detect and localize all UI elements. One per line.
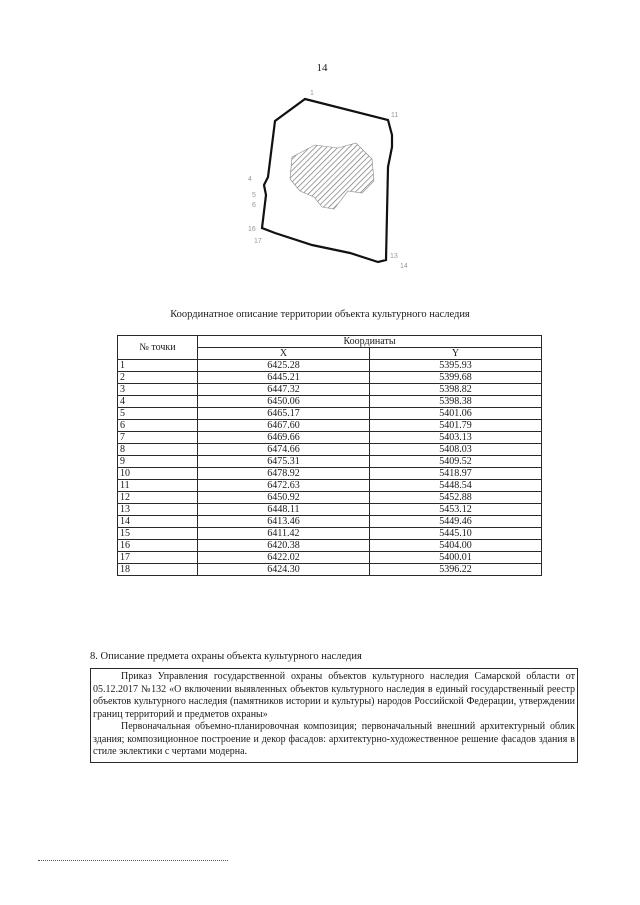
point-number-cell: 2: [118, 372, 198, 384]
point-number-cell: 11: [118, 480, 198, 492]
y-coordinate-cell: 5409.52: [370, 456, 542, 468]
plan-point-label: 13: [390, 253, 398, 260]
plan-point-label: 6: [252, 202, 256, 209]
territory-plan-drawing: [230, 85, 420, 270]
table-row: [118, 384, 542, 396]
x-coordinate-cell: 6447.32: [198, 384, 370, 396]
x-coordinate-cell: 6420.38: [198, 540, 370, 552]
protection-order-paragraph: Приказ Управления государственной охраны объектов культурного наследия Самарской области от 05.12.2017 №132 «О включении выявленных объектов культурного наследия в единый государственный реестр объектов культурного наследия (памятников истории и культуры) народов Российской Федерации, утверждении границ территорий и предметов охраны»: [93, 671, 575, 720]
y-coordinate-cell: 5452.88: [370, 492, 542, 504]
page-number: 14: [316, 62, 328, 74]
point-number-cell: 10: [118, 468, 198, 480]
point-number-cell: 9: [118, 456, 198, 468]
x-coordinate-cell: 6450.06: [198, 396, 370, 408]
table-row: [118, 540, 542, 552]
x-coordinate-cell: 6424.30: [198, 564, 370, 576]
coordinates-table-body: [118, 360, 542, 576]
table-row: [118, 432, 542, 444]
y-coordinate-cell: 5453.12: [370, 504, 542, 516]
y-coordinate-cell: 5395.93: [370, 360, 542, 372]
y-coordinate-cell: 5399.68: [370, 372, 542, 384]
plan-point-label: 1: [310, 90, 314, 97]
y-coordinate-cell: 5449.46: [370, 516, 542, 528]
table-row: [118, 468, 542, 480]
y-coordinate-cell: 5401.06: [370, 408, 542, 420]
protection-description-box: [90, 668, 578, 763]
table-row: [118, 408, 542, 420]
y-coordinate-cell: 5396.22: [370, 564, 542, 576]
plan-point-label: 5: [252, 192, 256, 199]
header-x: X: [198, 348, 370, 360]
table-row: [118, 456, 542, 468]
table-row: [118, 516, 542, 528]
x-coordinate-cell: 6425.28: [198, 360, 370, 372]
x-coordinate-cell: 6474.66: [198, 444, 370, 456]
table-row: [118, 444, 542, 456]
x-coordinate-cell: 6448.11: [198, 504, 370, 516]
table-row: [118, 396, 542, 408]
table-row: [118, 504, 542, 516]
x-coordinate-cell: 6472.63: [198, 480, 370, 492]
point-number-cell: 14: [118, 516, 198, 528]
y-coordinate-cell: 5448.54: [370, 480, 542, 492]
point-number-cell: 8: [118, 444, 198, 456]
building-footprint: [290, 143, 374, 209]
y-coordinate-cell: 5404.00: [370, 540, 542, 552]
x-coordinate-cell: 6469.66: [198, 432, 370, 444]
table-row: [118, 552, 542, 564]
y-coordinate-cell: 5401.79: [370, 420, 542, 432]
y-coordinate-cell: 5403.13: [370, 432, 542, 444]
table-row: [118, 480, 542, 492]
x-coordinate-cell: 6445.21: [198, 372, 370, 384]
table-row: [118, 492, 542, 504]
point-number-cell: 15: [118, 528, 198, 540]
point-number-cell: 18: [118, 564, 198, 576]
plan-point-label: 16: [248, 226, 256, 233]
x-coordinate-cell: 6465.17: [198, 408, 370, 420]
section-heading: 8. Описание предмета охраны объекта культурного наследия: [90, 651, 362, 662]
point-number-cell: 3: [118, 384, 198, 396]
x-coordinate-cell: 6422.02: [198, 552, 370, 564]
table-row: [118, 564, 542, 576]
protection-subject-paragraph: Первоначальная объемно-планировочная композиция; первоначальный внешний архитектурный облик здания; композиционное построение и декор фасадов: архитектурно-художественное решение фасадов здания в стиле эклектики с чертами модерна.: [93, 721, 575, 757]
coordinates-table-title: Координатное описание территории объекта культурного наследия: [170, 309, 470, 320]
coordinates-table: [117, 335, 542, 576]
x-coordinate-cell: 6450.92: [198, 492, 370, 504]
header-y: Y: [370, 348, 542, 360]
plan-point-label: 17: [254, 238, 262, 245]
header-point-number: № точки: [118, 336, 198, 360]
x-coordinate-cell: 6467.60: [198, 420, 370, 432]
table-row: [118, 372, 542, 384]
territory-plan: [230, 85, 420, 270]
y-coordinate-cell: 5408.03: [370, 444, 542, 456]
point-number-cell: 13: [118, 504, 198, 516]
table-row: [118, 360, 542, 372]
header-coordinates: Координаты: [198, 336, 542, 348]
point-number-cell: 12: [118, 492, 198, 504]
point-number-cell: 17: [118, 552, 198, 564]
point-number-cell: 1: [118, 360, 198, 372]
footnote-separator: [38, 860, 228, 861]
y-coordinate-cell: 5398.38: [370, 396, 542, 408]
plan-point-label: 14: [400, 263, 408, 270]
x-coordinate-cell: 6413.46: [198, 516, 370, 528]
point-number-cell: 5: [118, 408, 198, 420]
point-number-cell: 7: [118, 432, 198, 444]
y-coordinate-cell: 5418.97: [370, 468, 542, 480]
x-coordinate-cell: 6478.92: [198, 468, 370, 480]
x-coordinate-cell: 6475.31: [198, 456, 370, 468]
table-row: [118, 420, 542, 432]
point-number-cell: 4: [118, 396, 198, 408]
y-coordinate-cell: 5398.82: [370, 384, 542, 396]
point-number-cell: 16: [118, 540, 198, 552]
plan-point-label: 11: [391, 112, 399, 119]
y-coordinate-cell: 5445.10: [370, 528, 542, 540]
x-coordinate-cell: 6411.42: [198, 528, 370, 540]
y-coordinate-cell: 5400.01: [370, 552, 542, 564]
plan-point-label: 4: [248, 176, 252, 183]
point-number-cell: 6: [118, 420, 198, 432]
table-row: [118, 528, 542, 540]
